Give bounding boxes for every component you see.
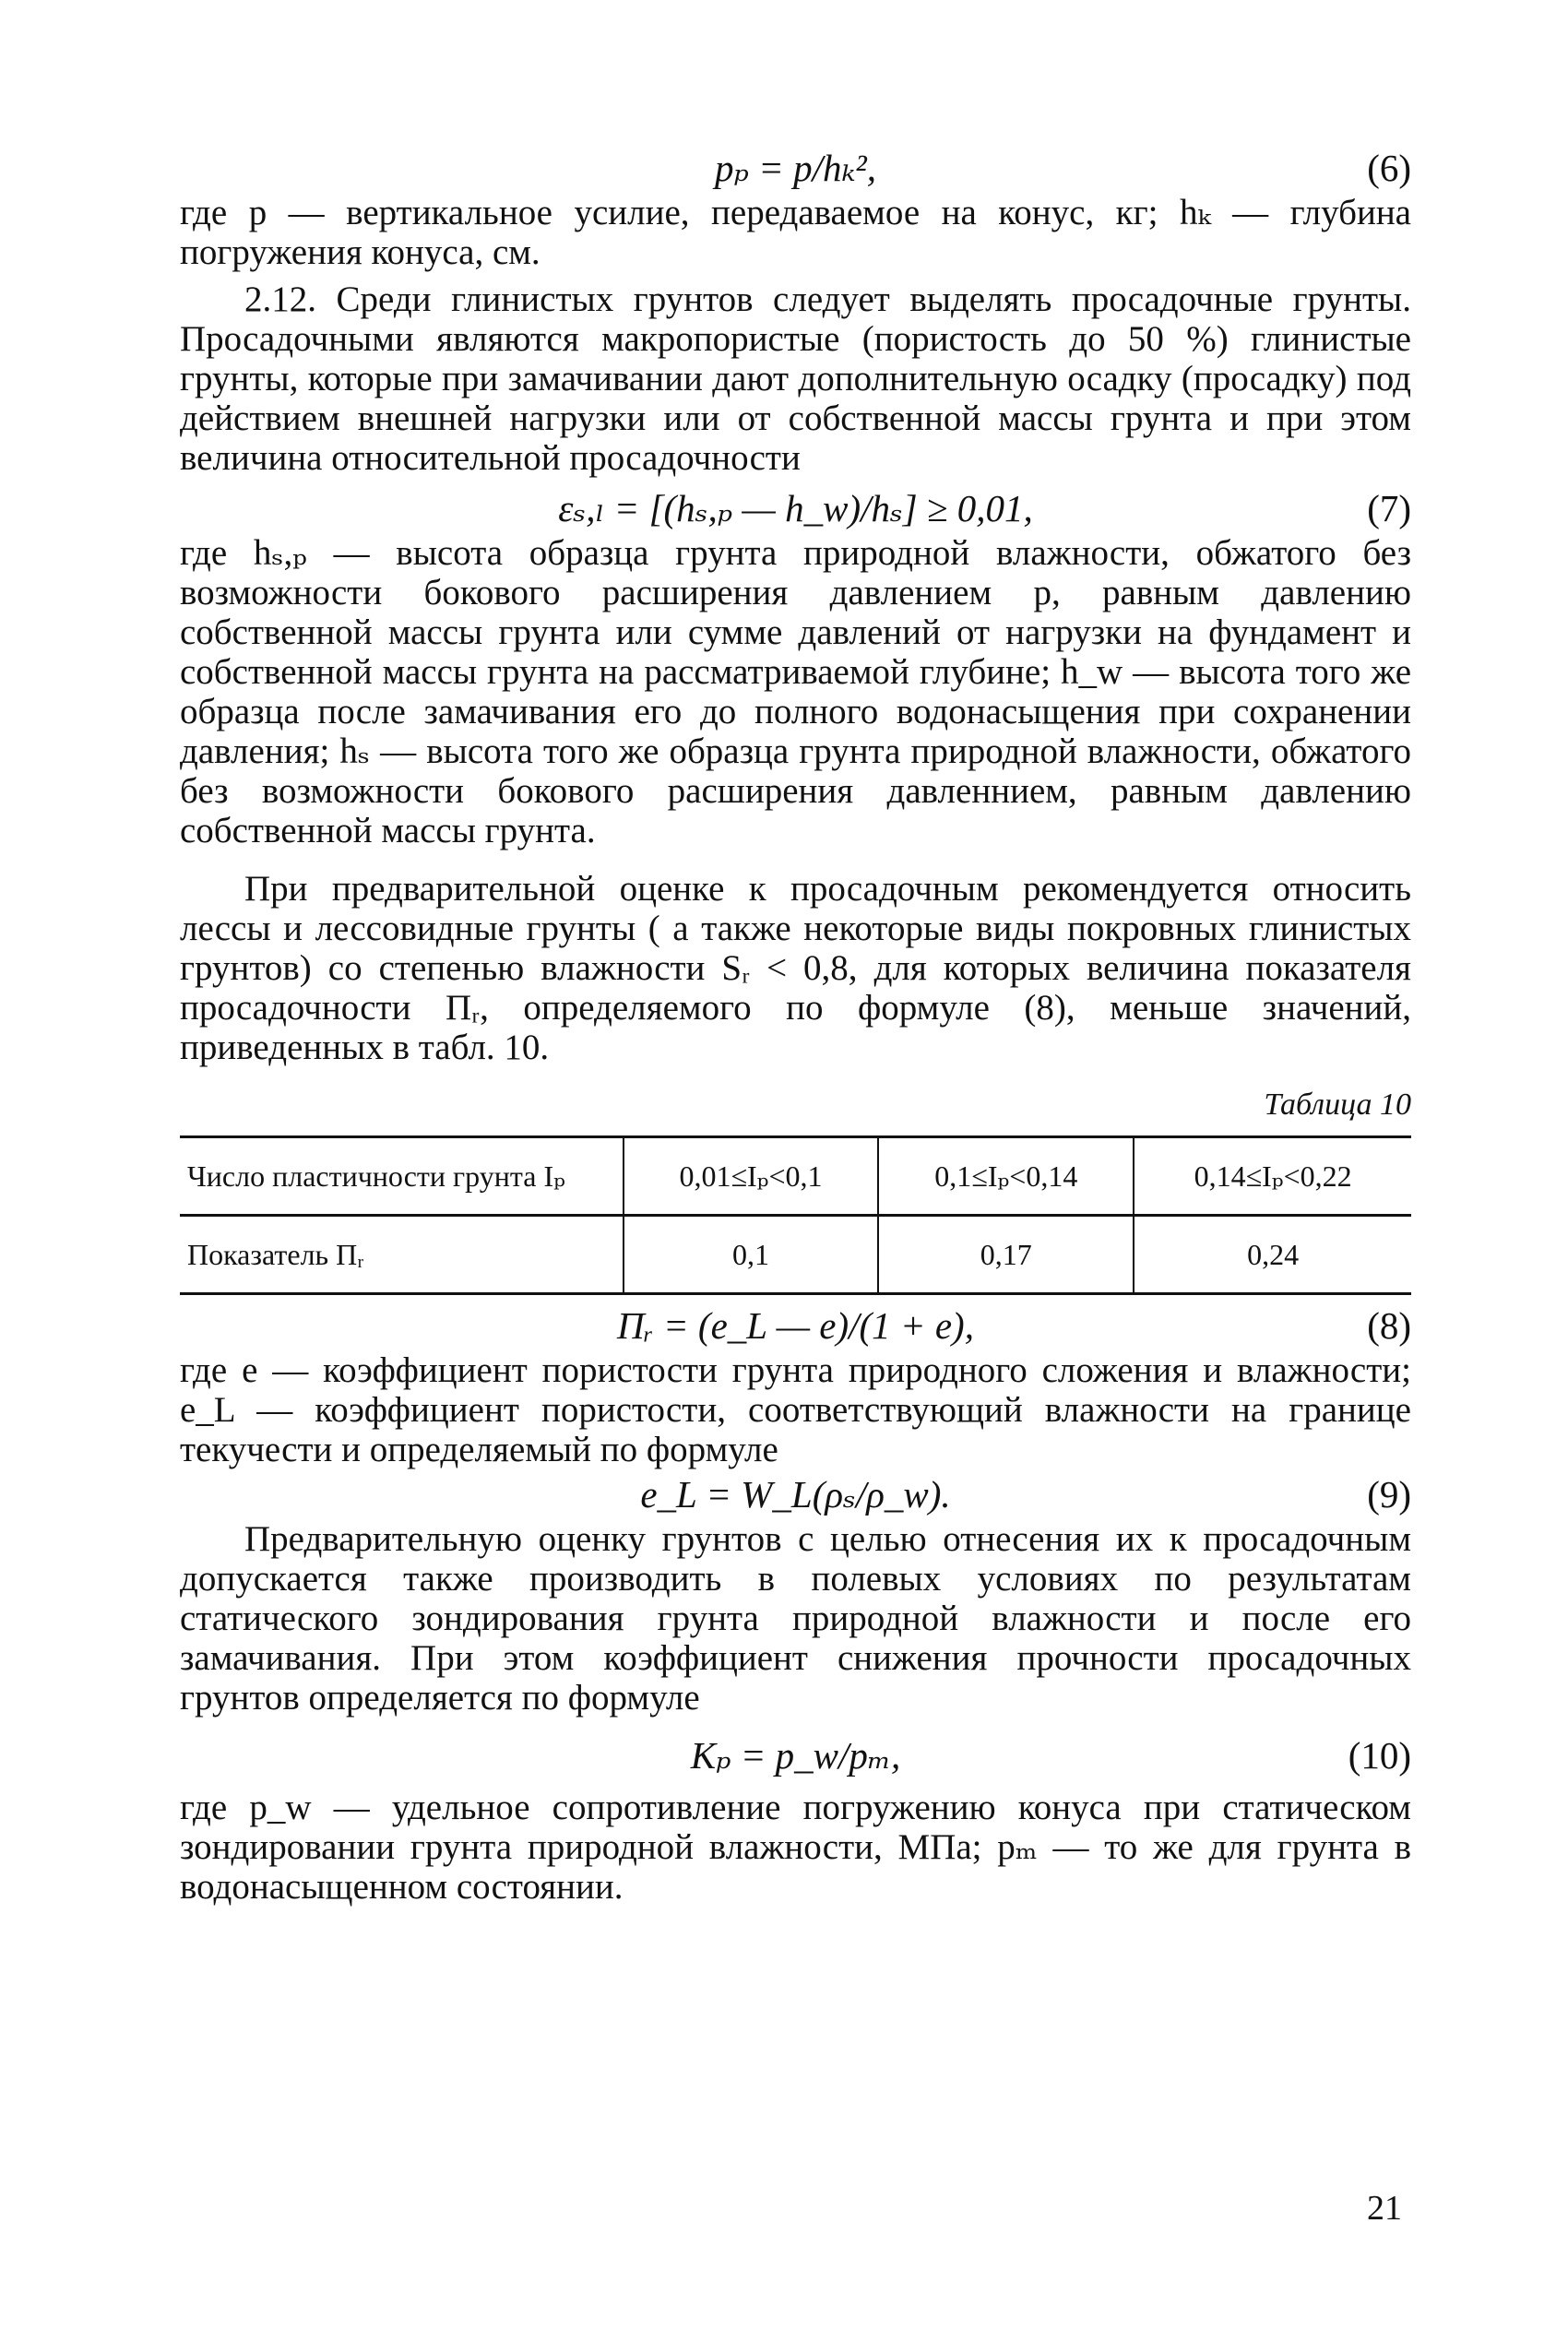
paragraph-preliminary: При предварительной оценке к просадочным рекомендуется относить лессы и лессовидные грунты ( а также некоторые виды покровных глинистых грунтов) со степенью влажности Sᵣ < 0,8, для которых величина показателя просадочности Пᵣ, определяемого по формуле (8), меньше значений, приведенных в табл. 10.: [180, 869, 1411, 1067]
formula-9-number: (9): [1367, 1473, 1411, 1516]
formula-6: [180, 143, 1411, 193]
paragraph-2-12: 2.12. Среди глинистых грунтов следует выделять просадочные грунты. Просадочными являются макропористые (пористость до 50 %) глинистые грунты, которые при замачивании дают дополнительную осадку (просадку) под действием внешней нагрузки или от собственной массы грунта и при этом величина относительной просадочности: [180, 279, 1411, 478]
table-cell-label: Показатель Пᵣ: [180, 1216, 624, 1294]
formula-9-expr: e_L = W_L(ρₛ/ρ_w).: [640, 1473, 951, 1516]
formula-7-number: (7): [1367, 487, 1411, 529]
formula-6-expr: pₚ = p/hₖ²,: [715, 147, 876, 189]
formula-8: [180, 1301, 1411, 1350]
table-caption: Таблица 10: [1264, 1088, 1411, 1122]
formula-8-number: (8): [1367, 1304, 1411, 1347]
table-10: [180, 1135, 1411, 1295]
paragraph-field-assessment: Предварительную оценку грунтов с целью отнесения их к просадочным допускается также производить в полевых условиях по результатам статического зондирования грунта природной влажности и после его замачивания. При этом коэффициент снижения прочности просадочных грунтов определяется по формуле: [180, 1519, 1411, 1718]
formula-9: [180, 1469, 1411, 1519]
table-cell: 0,1: [624, 1216, 879, 1294]
paragraph-where-p: где p — вертикальное усилие, передаваемое на конус, кг; hₖ — глубина погружения конуса, см.: [180, 193, 1411, 272]
paragraph-where-e: где e — коэффициент пористости грунта природного сложения и влажности; e_L — коэффициент пористости, соответствующий влажности на границе текучести и определяемый по формуле: [180, 1350, 1411, 1469]
table-cell: 0,14≤Iₚ<0,22: [1134, 1137, 1411, 1216]
table-cell: 0,17: [878, 1216, 1134, 1294]
formula-7: [180, 483, 1411, 533]
formula-10-expr: Kₚ = p_w/pₘ,: [690, 1734, 901, 1777]
paragraph-where-hsp: где hₛ,ₚ — высота образца грунта природной влажности, обжатого без возможности бокового расширения давлением p, равным давлению собственной массы грунта или сумме давлений от нагрузки на фундамент и собственной массы грунта на рассматриваемой глубине; h_w — высота того же образца после замачивания его до полного водонасыщения при сохранении давления; hₛ — высота того же образца грунта природной влажности, обжатого без возможности бокового расширения давленнием, равным давлению собственной массы грунта.: [180, 533, 1411, 850]
table-row: [180, 1137, 1411, 1216]
formula-10-number: (10): [1348, 1734, 1411, 1777]
page-body: [180, 143, 1411, 1907]
table-cell: 0,01≤Iₚ<0,1: [624, 1137, 879, 1216]
table-row: [180, 1216, 1411, 1294]
formula-7-expr: εₛ,ₗ = [(hₛ,ₚ — h_w)/hₛ] ≥ 0,01,: [558, 487, 1033, 529]
table-cell-label: Число пластичности грунта Iₚ: [180, 1137, 624, 1216]
formula-8-expr: Пᵣ = (e_L — e)/(1 + e),: [617, 1304, 974, 1347]
formula-6-number: (6): [1367, 147, 1411, 189]
table-cell: 0,1≤Iₚ<0,14: [878, 1137, 1134, 1216]
paragraph-where-pw: где p_w — удельное сопротивление погружению конуса при статическом зондировании грунта природной влажности, МПа; pₘ — то же для грунта в водонасыщенном состоянии.: [180, 1788, 1411, 1907]
table-cell: 0,24: [1134, 1216, 1411, 1294]
page-number: 21: [1367, 2189, 1402, 2228]
formula-10: [180, 1730, 1411, 1780]
